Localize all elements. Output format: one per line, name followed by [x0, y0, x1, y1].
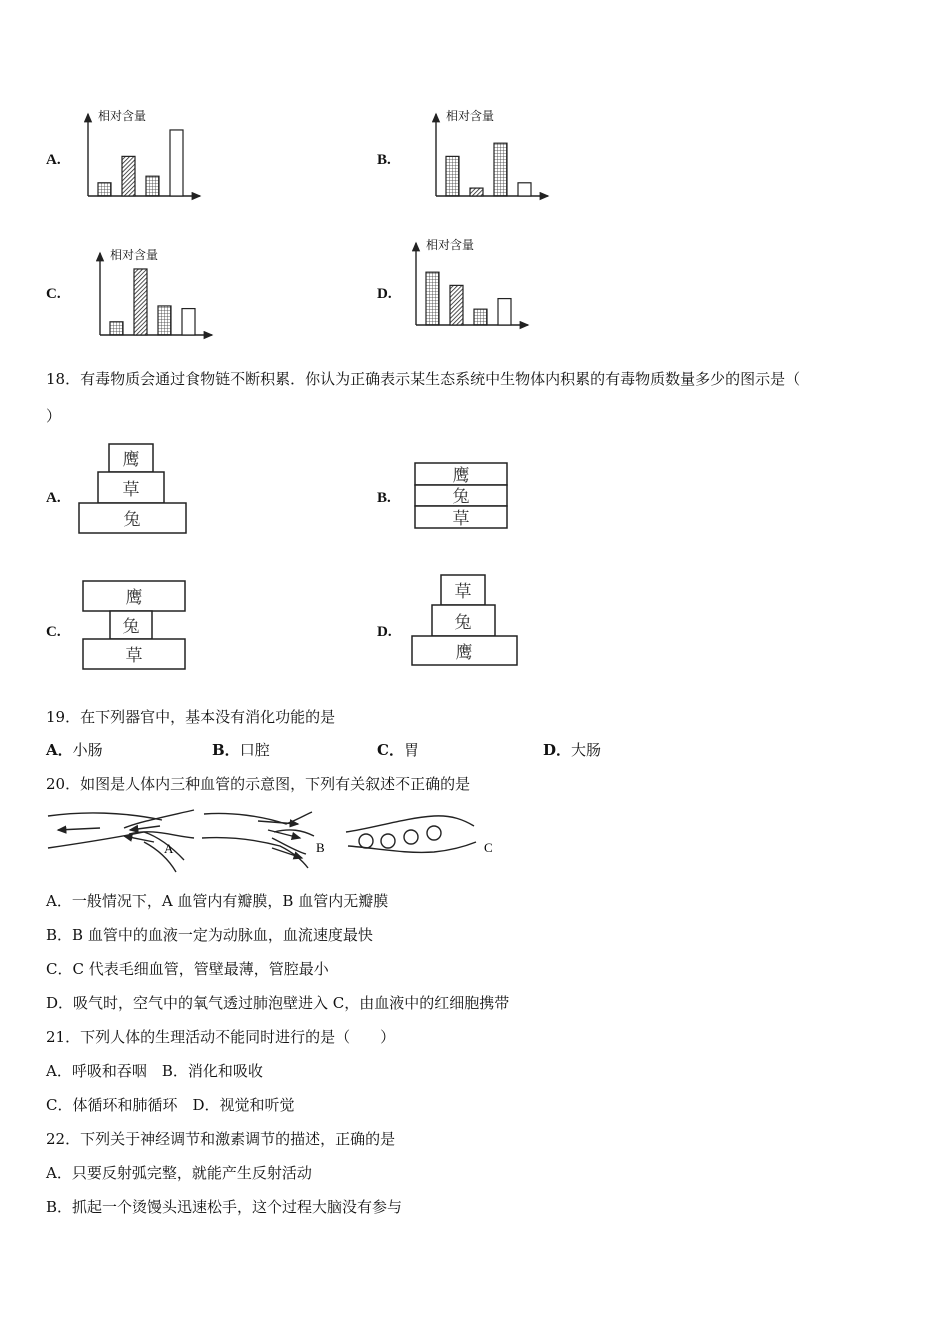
q17-d-bar-4	[498, 299, 511, 325]
q18-stack-b	[414, 462, 510, 530]
q17-b-bar-1	[446, 156, 459, 196]
axis-label: 相对含量	[98, 109, 147, 123]
q19-option-d[interactable]: D．大肠	[543, 741, 602, 759]
q18-b-level-2: 兔	[452, 487, 470, 507]
q18-option-d-label[interactable]: D.	[377, 624, 392, 640]
q17-option-c-label[interactable]: C.	[46, 286, 61, 302]
q18-b-level-3: 草	[452, 509, 470, 529]
q17-b-bar-2	[470, 188, 483, 196]
q21-question: 21．下列人体的生理活动不能同时进行的是（ ）	[46, 1028, 396, 1046]
q20-vessel-diagram	[44, 806, 504, 876]
q17-option-a-label[interactable]: A.	[46, 152, 61, 168]
q20-option-d[interactable]: D．吸气时，空气中的氧气透过肺泡壁进入 C，由血液中的红细胞携带	[46, 994, 510, 1012]
q17-c-bar-2	[134, 269, 147, 335]
vessel-a-label: A	[164, 841, 174, 856]
q17-c-bar-3	[158, 306, 171, 335]
q18-c-level-1: 鹰	[125, 588, 143, 608]
q18-option-c-label[interactable]: C.	[46, 624, 61, 640]
q18-pyramid-d	[411, 574, 521, 668]
q17-chart-a	[80, 108, 210, 208]
q20-question: 20．如图是人体内三种血管的示意图，下列有关叙述不正确的是	[46, 775, 471, 793]
q18-a-level-3: 兔	[123, 510, 141, 530]
q18-a-level-1: 鹰	[122, 450, 140, 470]
q18-b-level-1: 鹰	[452, 466, 470, 486]
vessel-c	[346, 816, 493, 855]
q17-chart-b	[428, 108, 558, 208]
q17-c-bar-4	[182, 309, 195, 335]
q18-option-b-label[interactable]: B.	[377, 490, 391, 506]
axis-label: 相对含量	[110, 248, 159, 262]
q17-a-bar-1	[98, 183, 111, 196]
q20-option-a[interactable]: A．一般情况下，A 血管内有瓣膜，B 血管内无瓣膜	[46, 892, 389, 910]
q18-question-tail: ）	[46, 407, 62, 425]
q17-option-b-label[interactable]: B.	[377, 152, 391, 168]
q17-a-bar-4	[170, 130, 183, 196]
q18-d-level-2: 兔	[454, 613, 472, 633]
q17-d-bar-3	[474, 309, 487, 325]
q19-option-b[interactable]: B．口腔	[212, 741, 270, 759]
q22-option-a[interactable]: A．只要反射弧完整，就能产生反射活动	[46, 1164, 312, 1182]
q18-option-a-label[interactable]: A.	[46, 490, 61, 506]
q18-pyramid-a	[78, 443, 188, 535]
q18-pyramid-c	[82, 580, 188, 672]
q17-chart-d	[408, 237, 538, 337]
q17-b-bar-4	[518, 183, 531, 196]
vessel-b-label: B	[316, 840, 325, 855]
vessel-b	[202, 812, 325, 868]
q17-c-bar-1	[110, 322, 123, 335]
axis-label: 相对含量	[446, 109, 495, 123]
q21-options-line-1[interactable]: A．呼吸和吞咽 B．消化和吸收	[46, 1062, 263, 1080]
q19-question: 19．在下列器官中，基本没有消化功能的是	[46, 708, 336, 726]
q20-option-c[interactable]: C．C 代表毛细血管，管壁最薄，管腔最小	[46, 960, 329, 978]
q17-b-bar-3	[494, 143, 507, 196]
q17-d-bar-2	[450, 285, 463, 325]
q17-a-bar-3	[146, 176, 159, 196]
q17-option-d-label[interactable]: D.	[377, 286, 392, 302]
axis-label: 相对含量	[426, 238, 475, 252]
q21-options-line-2[interactable]: C．体循环和肺循环 D．视觉和听觉	[46, 1096, 295, 1114]
q19-option-c[interactable]: C．胃	[377, 741, 419, 759]
q18-d-level-3: 鹰	[455, 643, 473, 663]
q22-option-b[interactable]: B．抓起一个烫馒头迅速松手，这个过程大脑没有参与	[46, 1198, 403, 1216]
q19-option-a[interactable]: A．小肠	[46, 741, 103, 759]
q18-d-level-1: 草	[454, 582, 472, 602]
vessel-c-label: C	[484, 840, 493, 855]
q18-c-level-2: 兔	[122, 617, 140, 637]
q18-a-level-2: 草	[122, 480, 140, 500]
q18-c-level-3: 草	[125, 646, 143, 666]
vessel-a	[48, 810, 194, 872]
q20-option-b[interactable]: B．B 血管中的血液一定为动脉血，血流速度最快	[46, 926, 373, 944]
q22-question: 22．下列关于神经调节和激素调节的描述，正确的是	[46, 1130, 396, 1148]
q17-chart-c	[92, 247, 222, 347]
q18-question: 18．有毒物质会通过食物链不断积累．你认为正确表示某生态系统中生物体内积累的有毒物质数量多少的图示是（	[46, 370, 801, 388]
q17-a-bar-2	[122, 156, 135, 196]
q17-d-bar-1	[426, 272, 439, 325]
